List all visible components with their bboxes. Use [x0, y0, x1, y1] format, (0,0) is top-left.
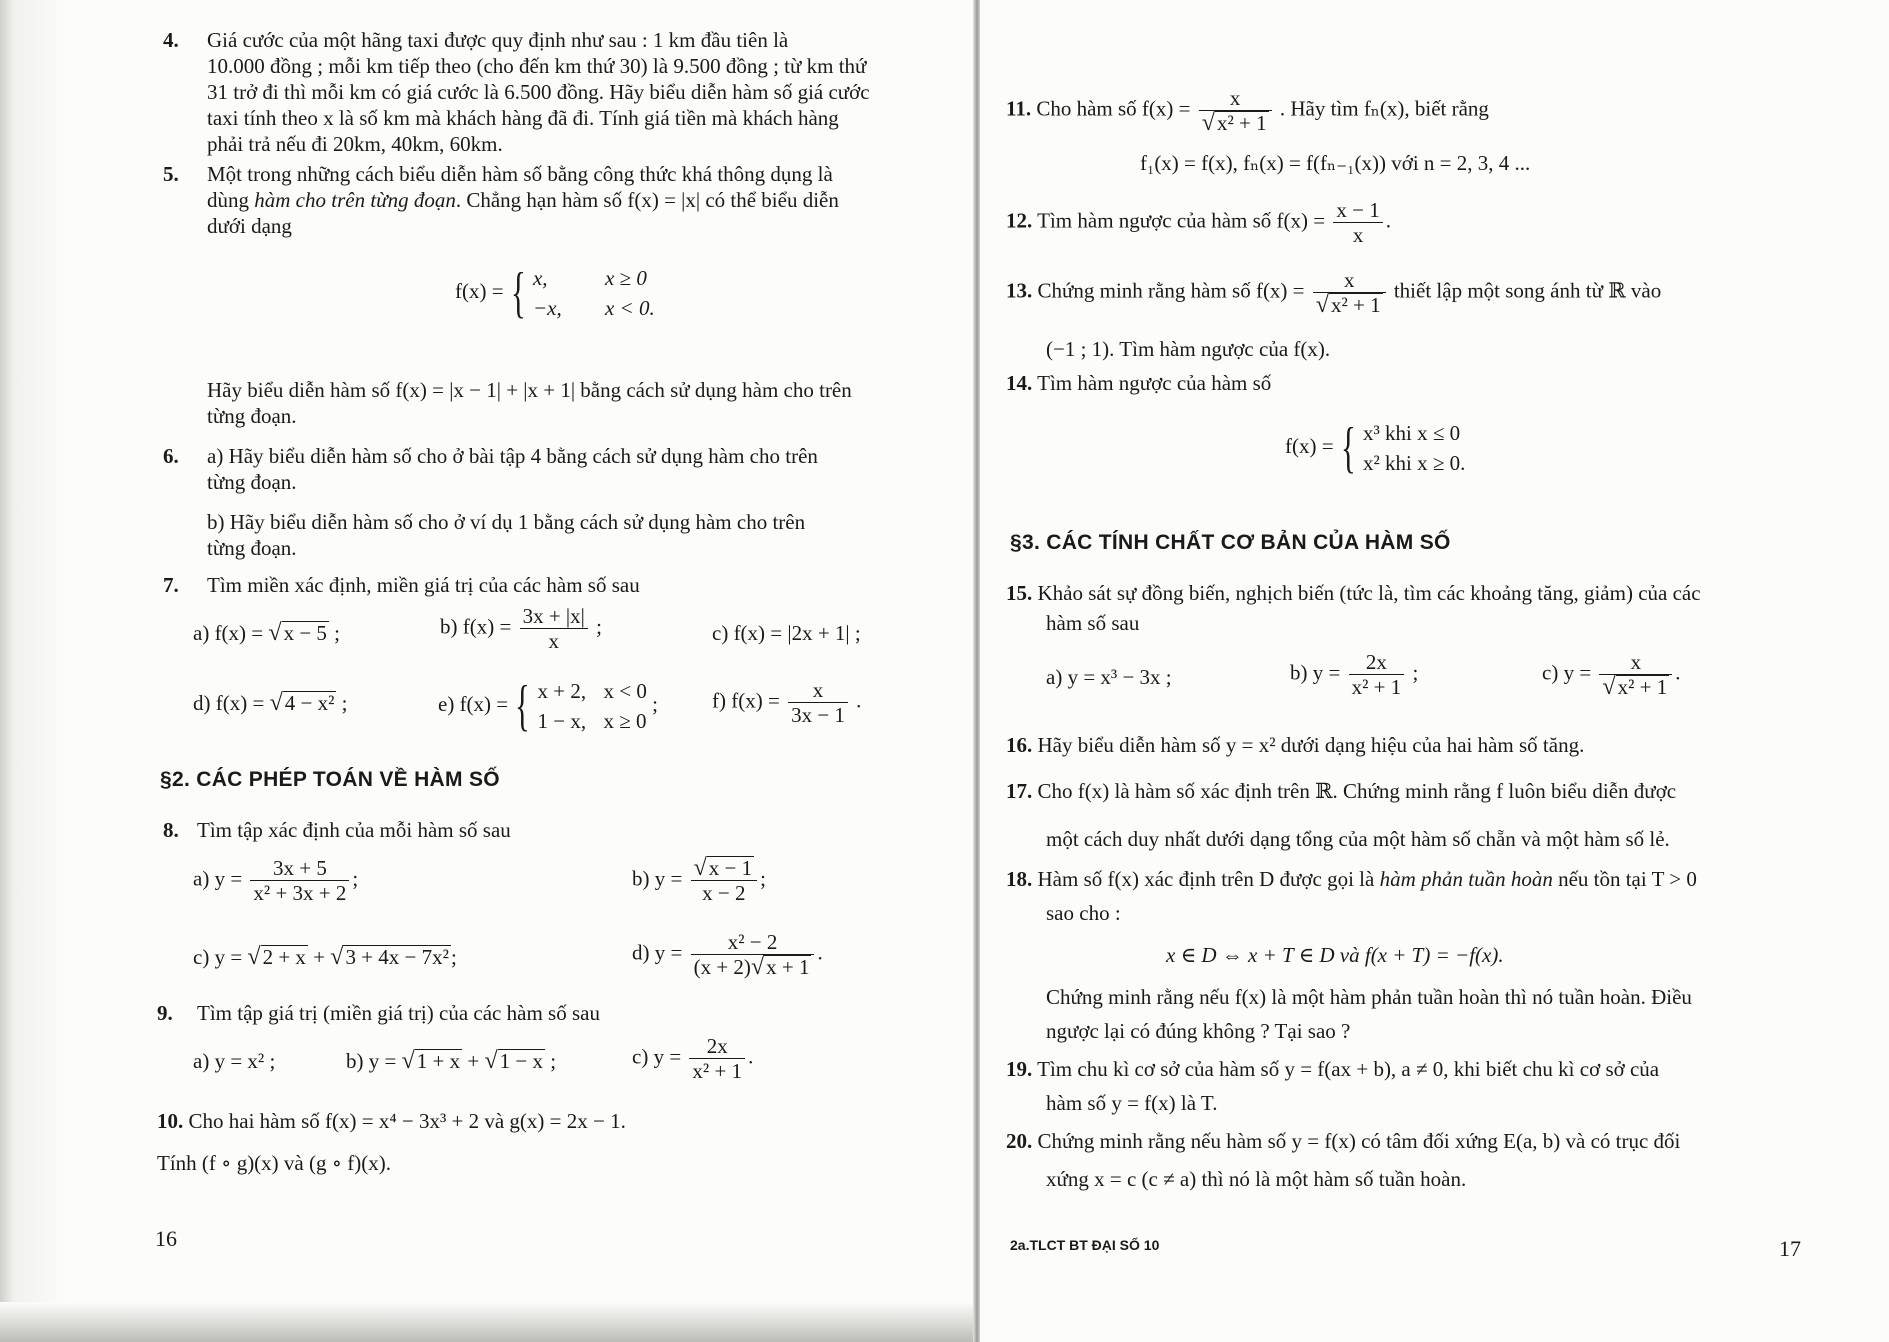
denominator	[1599, 674, 1672, 699]
left-brace: {	[510, 262, 526, 324]
problem-18-text-2: nếu tồn tại T > 0	[1558, 867, 1697, 891]
plus-sign: +	[313, 945, 326, 969]
sqrt-sign: √	[247, 944, 261, 970]
denominator: x	[1333, 222, 1382, 247]
denominator	[691, 954, 815, 979]
part-end: ;	[1412, 660, 1419, 685]
numerator: x² − 2	[727, 930, 778, 954]
problem-13-line-2: (−1 ; 1). Tìm hàm ngược của f(x).	[1046, 337, 1331, 361]
radicand: x² + 1	[1617, 675, 1668, 699]
numerator: x	[1630, 650, 1642, 674]
numerator: x	[812, 678, 824, 702]
denominator-factor: (x + 2)	[693, 955, 751, 979]
page-number-right: 17	[1779, 1236, 1801, 1261]
problem-4-line-1: Giá cước của một hãng taxi được quy định như sau : 1 km đầu tiên là	[207, 28, 789, 52]
problem-9-number: 9.	[157, 1001, 173, 1025]
problem-6-number: 6.	[163, 444, 179, 468]
fraction	[1333, 198, 1382, 247]
problem-5-piecewise-formula	[455, 263, 655, 323]
problem-18-formula: x ∈ D ⇔ x + T ∈ D và f(x + T) = −f(x).	[1166, 943, 1504, 967]
sqrt-sign: √	[750, 954, 765, 980]
part-f-label: f) f(x) =	[712, 688, 780, 713]
problem-20-line-1	[1006, 1128, 1680, 1154]
problem-9-a: a) y = x² ;	[193, 1049, 276, 1073]
part-a-label: a) f(x) =	[193, 621, 264, 645]
problem-5-text-2: . Chẳng hạn hàm số f(x) = |x| có thể biểu diễn	[455, 188, 839, 212]
problem-15-line-1	[1006, 580, 1701, 606]
problem-13-text: Chứng minh rằng hàm số f(x) =	[1037, 278, 1305, 303]
sqrt-sign: √	[268, 620, 282, 646]
sqrt-sign: √	[1602, 674, 1616, 700]
problem-8-a	[193, 856, 358, 905]
fraction	[1599, 650, 1672, 699]
problem-15-c	[1542, 650, 1680, 699]
problem-19-line-1	[1006, 1056, 1659, 1082]
left-brace: {	[1340, 417, 1356, 479]
problem-10-line-2: Tính (f ∘ g)(x) và (g ∘ f)(x).	[157, 1151, 392, 1175]
problem-15-a: a) y = x³ − 3x ;	[1046, 665, 1172, 689]
numerator: 3x + |x|	[522, 604, 585, 628]
problem-14-line	[1006, 370, 1271, 396]
fraction	[788, 678, 848, 727]
problem-9-c	[632, 1034, 753, 1083]
fraction	[691, 930, 815, 979]
problem-6-a-line-1: a) Hãy biểu diễn hàm số cho ở bài tập 4 bằng cách sử dụng hàm cho trên	[207, 444, 818, 468]
problem-6-a-line-2: từng đoạn.	[207, 470, 297, 494]
denominator: x² + 1	[689, 1058, 745, 1083]
problem-11-line-2: f₁(x) = f(x), fₙ(x) = f(fₙ₋₁(x)) với n = 2, 3, 4 ...	[1140, 151, 1531, 175]
part-end: ;	[352, 866, 359, 891]
problem-20-number: 20.	[1006, 1129, 1033, 1153]
cases	[538, 676, 647, 736]
part-d-label: d) f(x) =	[193, 691, 265, 715]
page-bottom-shadow	[0, 1302, 975, 1342]
problem-9-text: Tìm tập giá trị (miền giá trị) của các hàm số sau	[197, 1001, 600, 1025]
part-end: ;	[341, 691, 348, 715]
section-3-heading: §3. CÁC TÍNH CHẤT CƠ BẢN CỦA HÀM SỐ	[1010, 531, 1451, 554]
radicand: x − 5	[283, 621, 327, 645]
part-end: ;	[652, 691, 658, 716]
problem-15-line-2: hàm số sau	[1046, 611, 1140, 635]
problem-19-line-2: hàm số y = f(x) là T.	[1046, 1091, 1218, 1115]
sqrt-sign: √	[401, 1048, 415, 1074]
problem-5-text: dùng	[207, 188, 249, 212]
numerator: 2x	[706, 1034, 728, 1058]
numerator	[691, 856, 758, 880]
denominator: x² + 1	[1349, 674, 1405, 699]
radicand: 4 − x²	[284, 691, 335, 715]
fraction	[1349, 650, 1405, 699]
problem-17-number: 17.	[1006, 779, 1033, 803]
problem-7-number: 7.	[163, 573, 179, 597]
right-page	[980, 0, 1889, 1342]
fraction	[689, 1034, 745, 1083]
part-b-label: b) y =	[346, 1049, 397, 1073]
problem-18-number: 18.	[1006, 867, 1033, 891]
part-end: ;	[760, 866, 766, 891]
problem-4-line-4: taxi tính theo x là số km mà khách hàng đã đi. Tính giá tiền mà khách hàng	[207, 106, 839, 130]
problem-6-b-line-1: b) Hãy biểu diễn hàm số cho ở ví dụ 1 bằng cách sử dụng hàm cho trên	[207, 510, 806, 534]
problem-12-line	[1006, 198, 1391, 247]
case-1-expr: x + 2,	[537, 679, 587, 703]
case-2: x² khi x ≥ 0.	[1362, 451, 1466, 475]
sqrt-sign: √	[269, 690, 283, 716]
problem-7-f	[712, 678, 861, 727]
sqrt-sign: √	[693, 855, 707, 881]
denominator: x	[520, 628, 588, 653]
fraction	[520, 604, 588, 653]
problem-5-emphasis: hàm cho trên từng đoạn	[254, 188, 456, 212]
fraction	[1313, 268, 1386, 317]
fraction	[1199, 86, 1272, 135]
problem-16-text: Hãy biểu diễn hàm số y = x² dưới dạng hiệu của hai hàm số tăng.	[1037, 733, 1585, 757]
left-brace: {	[515, 675, 531, 737]
numerator: 3x + 5	[272, 856, 327, 880]
part-end: .	[856, 688, 862, 713]
part-end: ;	[334, 621, 340, 645]
problem-7-c: c) f(x) = |2x + 1| ;	[712, 621, 861, 645]
part-end: .	[1385, 208, 1391, 233]
problem-5-line-3: dưới dạng	[207, 214, 292, 238]
problem-5-line-2	[207, 187, 839, 213]
problem-14-formula	[1285, 418, 1465, 478]
problem-18-line-2: sao cho :	[1046, 901, 1121, 925]
radicand: x² + 1	[1216, 111, 1267, 135]
case-1: x³ khi x ≤ 0	[1362, 421, 1461, 445]
case-1-cond: x ≥ 0	[604, 266, 647, 290]
problem-5-line-1: Một trong những cách biểu diễn hàm số bằng công thức khá thông dụng là	[207, 162, 833, 186]
part-end: .	[748, 1044, 754, 1069]
radicand: 1 − x	[499, 1049, 543, 1073]
problem-17-line-1	[1006, 778, 1676, 804]
problem-20-line-2: xứng x = c (c ≠ a) thì nó là một hàm số tuần hoàn.	[1046, 1167, 1467, 1191]
problem-11-text-2: . Hãy tìm fₙ(x), biết rằng	[1279, 96, 1489, 121]
problem-10-text: Cho hai hàm số f(x) = x⁴ − 3x³ + 2 và g(x) = 2x − 1.	[188, 1109, 626, 1133]
case-2-cond: x ≥ 0	[603, 709, 647, 733]
problem-12-text: Tìm hàm ngược của hàm số f(x) =	[1037, 208, 1326, 233]
problem-18-line-3: Chứng minh rằng nếu f(x) là một hàm phản tuần hoàn thì nó tuần hoàn. Điều	[1046, 985, 1692, 1009]
radicand: 1 + x	[416, 1049, 461, 1073]
part-c-label: c) y =	[1542, 660, 1592, 685]
problem-18-text: Hàm số f(x) xác định trên D được gọi là	[1037, 867, 1375, 891]
sqrt-sign: √	[1201, 110, 1215, 136]
problem-17-text: Cho f(x) là hàm số xác định trên ℝ. Chứng minh rằng f luôn biểu diễn được	[1037, 779, 1677, 803]
problem-7-d	[193, 690, 347, 716]
fraction	[691, 856, 758, 905]
formula-lhs: f(x) =	[1285, 433, 1334, 458]
section-2-heading: §2. CÁC PHÉP TOÁN VỀ HÀM SỐ	[160, 768, 500, 791]
part-end: ;	[596, 614, 602, 639]
problem-7-b	[440, 604, 602, 653]
problem-14-number: 14.	[1006, 371, 1033, 395]
case-2-expr: −x,	[532, 296, 562, 320]
problem-15-b	[1290, 650, 1418, 699]
problem-4-number: 4.	[163, 28, 179, 52]
problem-20-text: Chứng minh rằng nếu hàm số y = f(x) có tâm đối xứng E(a, b) và có trục đối	[1037, 1129, 1681, 1153]
problem-9-b	[346, 1048, 556, 1074]
part-c-label: c) y =	[632, 1044, 682, 1069]
problem-11-line-1	[1006, 86, 1489, 135]
problem-8-text: Tìm tập xác định của mỗi hàm số sau	[197, 818, 511, 842]
problem-18-emphasis: hàm phản tuần hoàn	[1379, 867, 1553, 891]
problem-11-number: 11.	[1006, 96, 1032, 121]
fraction	[250, 856, 349, 905]
problem-5-line-5: từng đoạn.	[207, 404, 297, 428]
problem-8-c	[193, 944, 457, 970]
problem-8-b	[632, 856, 766, 905]
problem-4-line-3: 31 trở đi thì mỗi km có giá cước là 6.500 đồng. Hãy biểu diễn hàm số giá cước	[207, 80, 870, 104]
denominator	[1313, 292, 1386, 317]
denominator: 3x − 1	[788, 702, 848, 727]
problem-17-line-2: một cách duy nhất dưới dạng tổng của một hàm số chẵn và một hàm số lẻ.	[1046, 827, 1670, 851]
part-a-label: a) y =	[193, 866, 243, 891]
part-d-label: d) y =	[632, 940, 683, 965]
problem-13-number: 13.	[1006, 278, 1033, 303]
sqrt-sign: √	[330, 944, 344, 970]
cases	[533, 263, 655, 323]
plus-sign: +	[467, 1049, 480, 1073]
problem-7-a	[193, 620, 340, 646]
problem-16-number: 16.	[1006, 733, 1033, 757]
radicand: 2 + x	[262, 945, 306, 969]
part-e-label: e) f(x) =	[438, 691, 509, 716]
part-end: .	[1675, 660, 1681, 685]
problem-5-line-4: Hãy biểu diễn hàm số f(x) = |x − 1| + |x + 1| bằng cách sử dụng hàm cho trên	[207, 378, 852, 402]
part-c-label: c) y =	[193, 945, 243, 969]
radicand: 3 + 4x − 7x²	[345, 945, 449, 969]
formula-lhs: f(x) =	[455, 278, 504, 303]
problem-14-text: Tìm hàm ngược của hàm số	[1037, 371, 1272, 395]
footer-code: 2a.TLCT BT ĐẠI SỐ 10	[1010, 1237, 1160, 1253]
radicand: x + 1	[766, 955, 810, 979]
radicand: x² + 1	[1330, 293, 1381, 317]
denominator: x² + 3x + 2	[250, 880, 349, 905]
problem-19-number: 19.	[1006, 1057, 1033, 1081]
problem-4-line-5: phải trả nếu đi 20km, 40km, 60km.	[207, 132, 503, 156]
problem-13-text-2: thiết lập một song ánh từ ℝ vào	[1393, 278, 1662, 303]
problem-18-line-1	[1006, 866, 1697, 892]
case-2-cond: x < 0.	[604, 296, 655, 320]
part-b-label: b) y =	[1290, 660, 1341, 685]
sqrt-sign: √	[484, 1048, 498, 1074]
page-edge-shadow	[0, 0, 70, 1342]
part-b-label: b) y =	[632, 866, 683, 891]
numerator: 2x	[1365, 650, 1387, 674]
numerator: x − 1	[1336, 198, 1380, 222]
denominator	[1199, 110, 1272, 135]
problem-10-number: 10.	[157, 1109, 184, 1133]
problem-6-b-line-2: từng đoạn.	[207, 536, 297, 560]
problem-7-e	[438, 676, 658, 736]
part-end: ;	[550, 1049, 557, 1073]
problem-11-text: Cho hàm số f(x) =	[1036, 96, 1191, 121]
case-1-expr: x,	[532, 266, 548, 290]
problem-15-number: 15.	[1006, 581, 1033, 605]
problem-10-line-1	[157, 1108, 626, 1134]
cases	[1363, 418, 1465, 478]
problem-8-number: 8.	[163, 818, 179, 842]
part-end: ;	[450, 945, 457, 969]
problem-16-line	[1006, 732, 1584, 758]
case-2-expr: 1 − x,	[537, 709, 587, 733]
part-end: .	[817, 940, 823, 965]
sqrt-sign: √	[1315, 292, 1329, 318]
denominator: x − 2	[691, 880, 758, 905]
problem-18-line-4: ngược lại có đúng không ? Tại sao ?	[1046, 1019, 1351, 1043]
problem-19-text: Tìm chu kì cơ sở của hàm số y = f(ax + b), a ≠ 0, khi biết chu kì cơ sở của	[1037, 1057, 1660, 1081]
problem-5-number: 5.	[163, 162, 179, 186]
problem-7-text: Tìm miền xác định, miền giá trị của các hàm số sau	[207, 573, 640, 597]
page-number-left: 16	[155, 1226, 177, 1251]
problem-4-line-2: 10.000 đồng ; mỗi km tiếp theo (cho đến km thứ 30) là 9.500 đồng ; từ km thứ	[207, 54, 867, 78]
problem-13-line-1	[1006, 268, 1661, 317]
problem-8-d	[632, 930, 823, 979]
numerator: x	[1343, 268, 1355, 292]
numerator: x	[1229, 86, 1241, 110]
radicand: x − 1	[708, 856, 753, 880]
part-b-label: b) f(x) =	[440, 614, 512, 639]
problem-15-text: Khảo sát sự đồng biến, nghịch biến (tức là, tìm các khoảng tăng, giảm) của các	[1037, 581, 1701, 605]
problem-12-number: 12.	[1006, 208, 1033, 233]
case-1-cond: x < 0	[603, 679, 647, 703]
